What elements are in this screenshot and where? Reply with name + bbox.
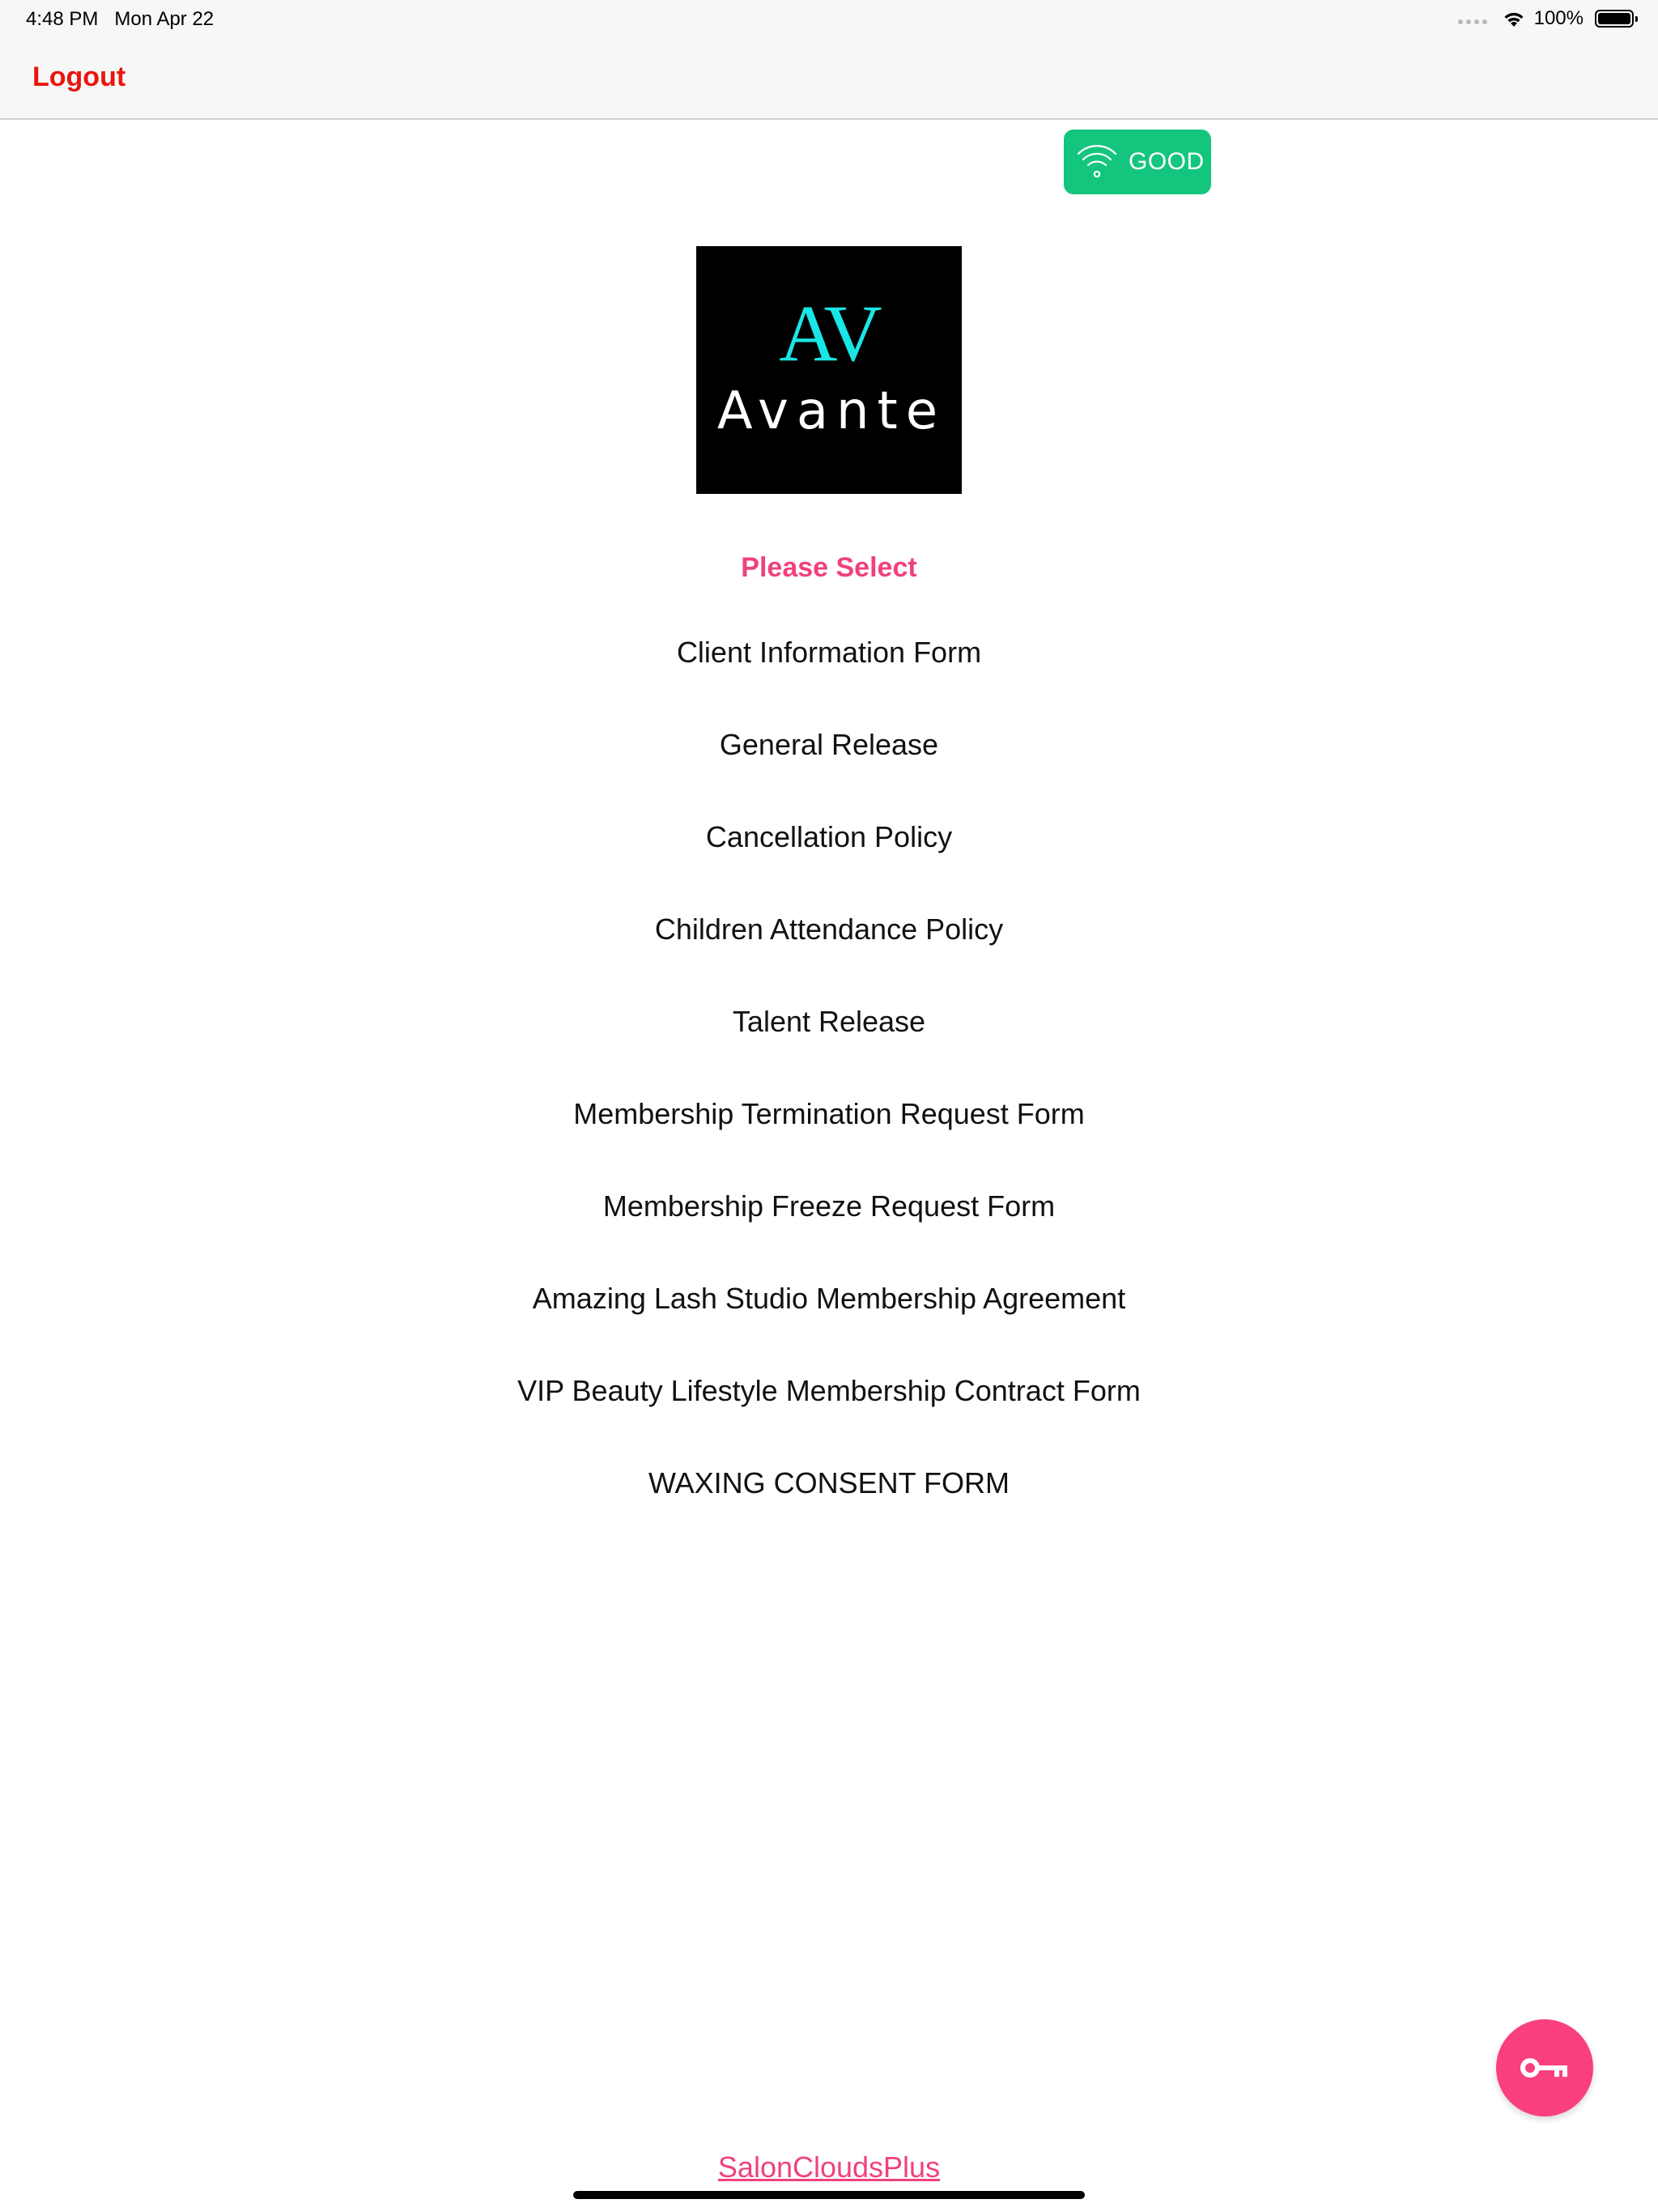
logo-monogram: AV: [779, 288, 879, 378]
form-item-membership-termination[interactable]: Membership Termination Request Form: [573, 1097, 1085, 1130]
status-indicators: [1458, 6, 1634, 31]
avante-logo: [696, 246, 962, 494]
form-item-cancellation-policy[interactable]: Cancellation Policy: [705, 820, 953, 853]
cellular-signal-icon: [1458, 19, 1487, 24]
please-select-heading: Please Select: [741, 552, 917, 583]
battery-icon: [1595, 10, 1634, 28]
form-item-general-release[interactable]: General Release: [719, 728, 939, 761]
connection-status-badge: [1064, 130, 1211, 194]
connection-status-label: GOOD: [1129, 148, 1205, 175]
battery-fill: [1598, 13, 1630, 24]
saloncloudsplus-link[interactable]: SalonCloudsPlus: [717, 2150, 941, 2184]
logout-button[interactable]: Logout: [32, 62, 126, 92]
status-date: Mon Apr 22: [114, 8, 215, 30]
key-icon: [1519, 2053, 1571, 2082]
battery-percent: 100%: [1533, 7, 1584, 29]
form-item-vip-beauty-contract[interactable]: VIP Beauty Lifestyle Membership Contract Form: [517, 1374, 1141, 1407]
status-bar: [0, 0, 1658, 34]
form-item-client-information[interactable]: Client Information Form: [676, 636, 982, 669]
navigation-bar: [0, 34, 1658, 120]
form-list: [0, 612, 1658, 1535]
status-time: 4:48 PM: [26, 8, 99, 30]
key-button[interactable]: [1496, 2019, 1593, 2116]
status-clock: [26, 8, 214, 31]
home-indicator: [573, 2191, 1085, 2199]
logo-name: Avante: [716, 381, 946, 441]
form-item-lash-studio-agreement[interactable]: Amazing Lash Studio Membership Agreement: [532, 1282, 1126, 1315]
form-item-membership-freeze[interactable]: Membership Freeze Request Form: [602, 1189, 1056, 1223]
form-item-waxing-consent[interactable]: WAXING CONSENT FORM: [648, 1466, 1010, 1499]
wifi-icon: [1070, 138, 1124, 186]
form-item-children-attendance-policy[interactable]: Children Attendance Policy: [654, 912, 1004, 946]
wifi-icon: [1502, 9, 1526, 28]
form-item-talent-release[interactable]: Talent Release: [732, 1005, 926, 1038]
